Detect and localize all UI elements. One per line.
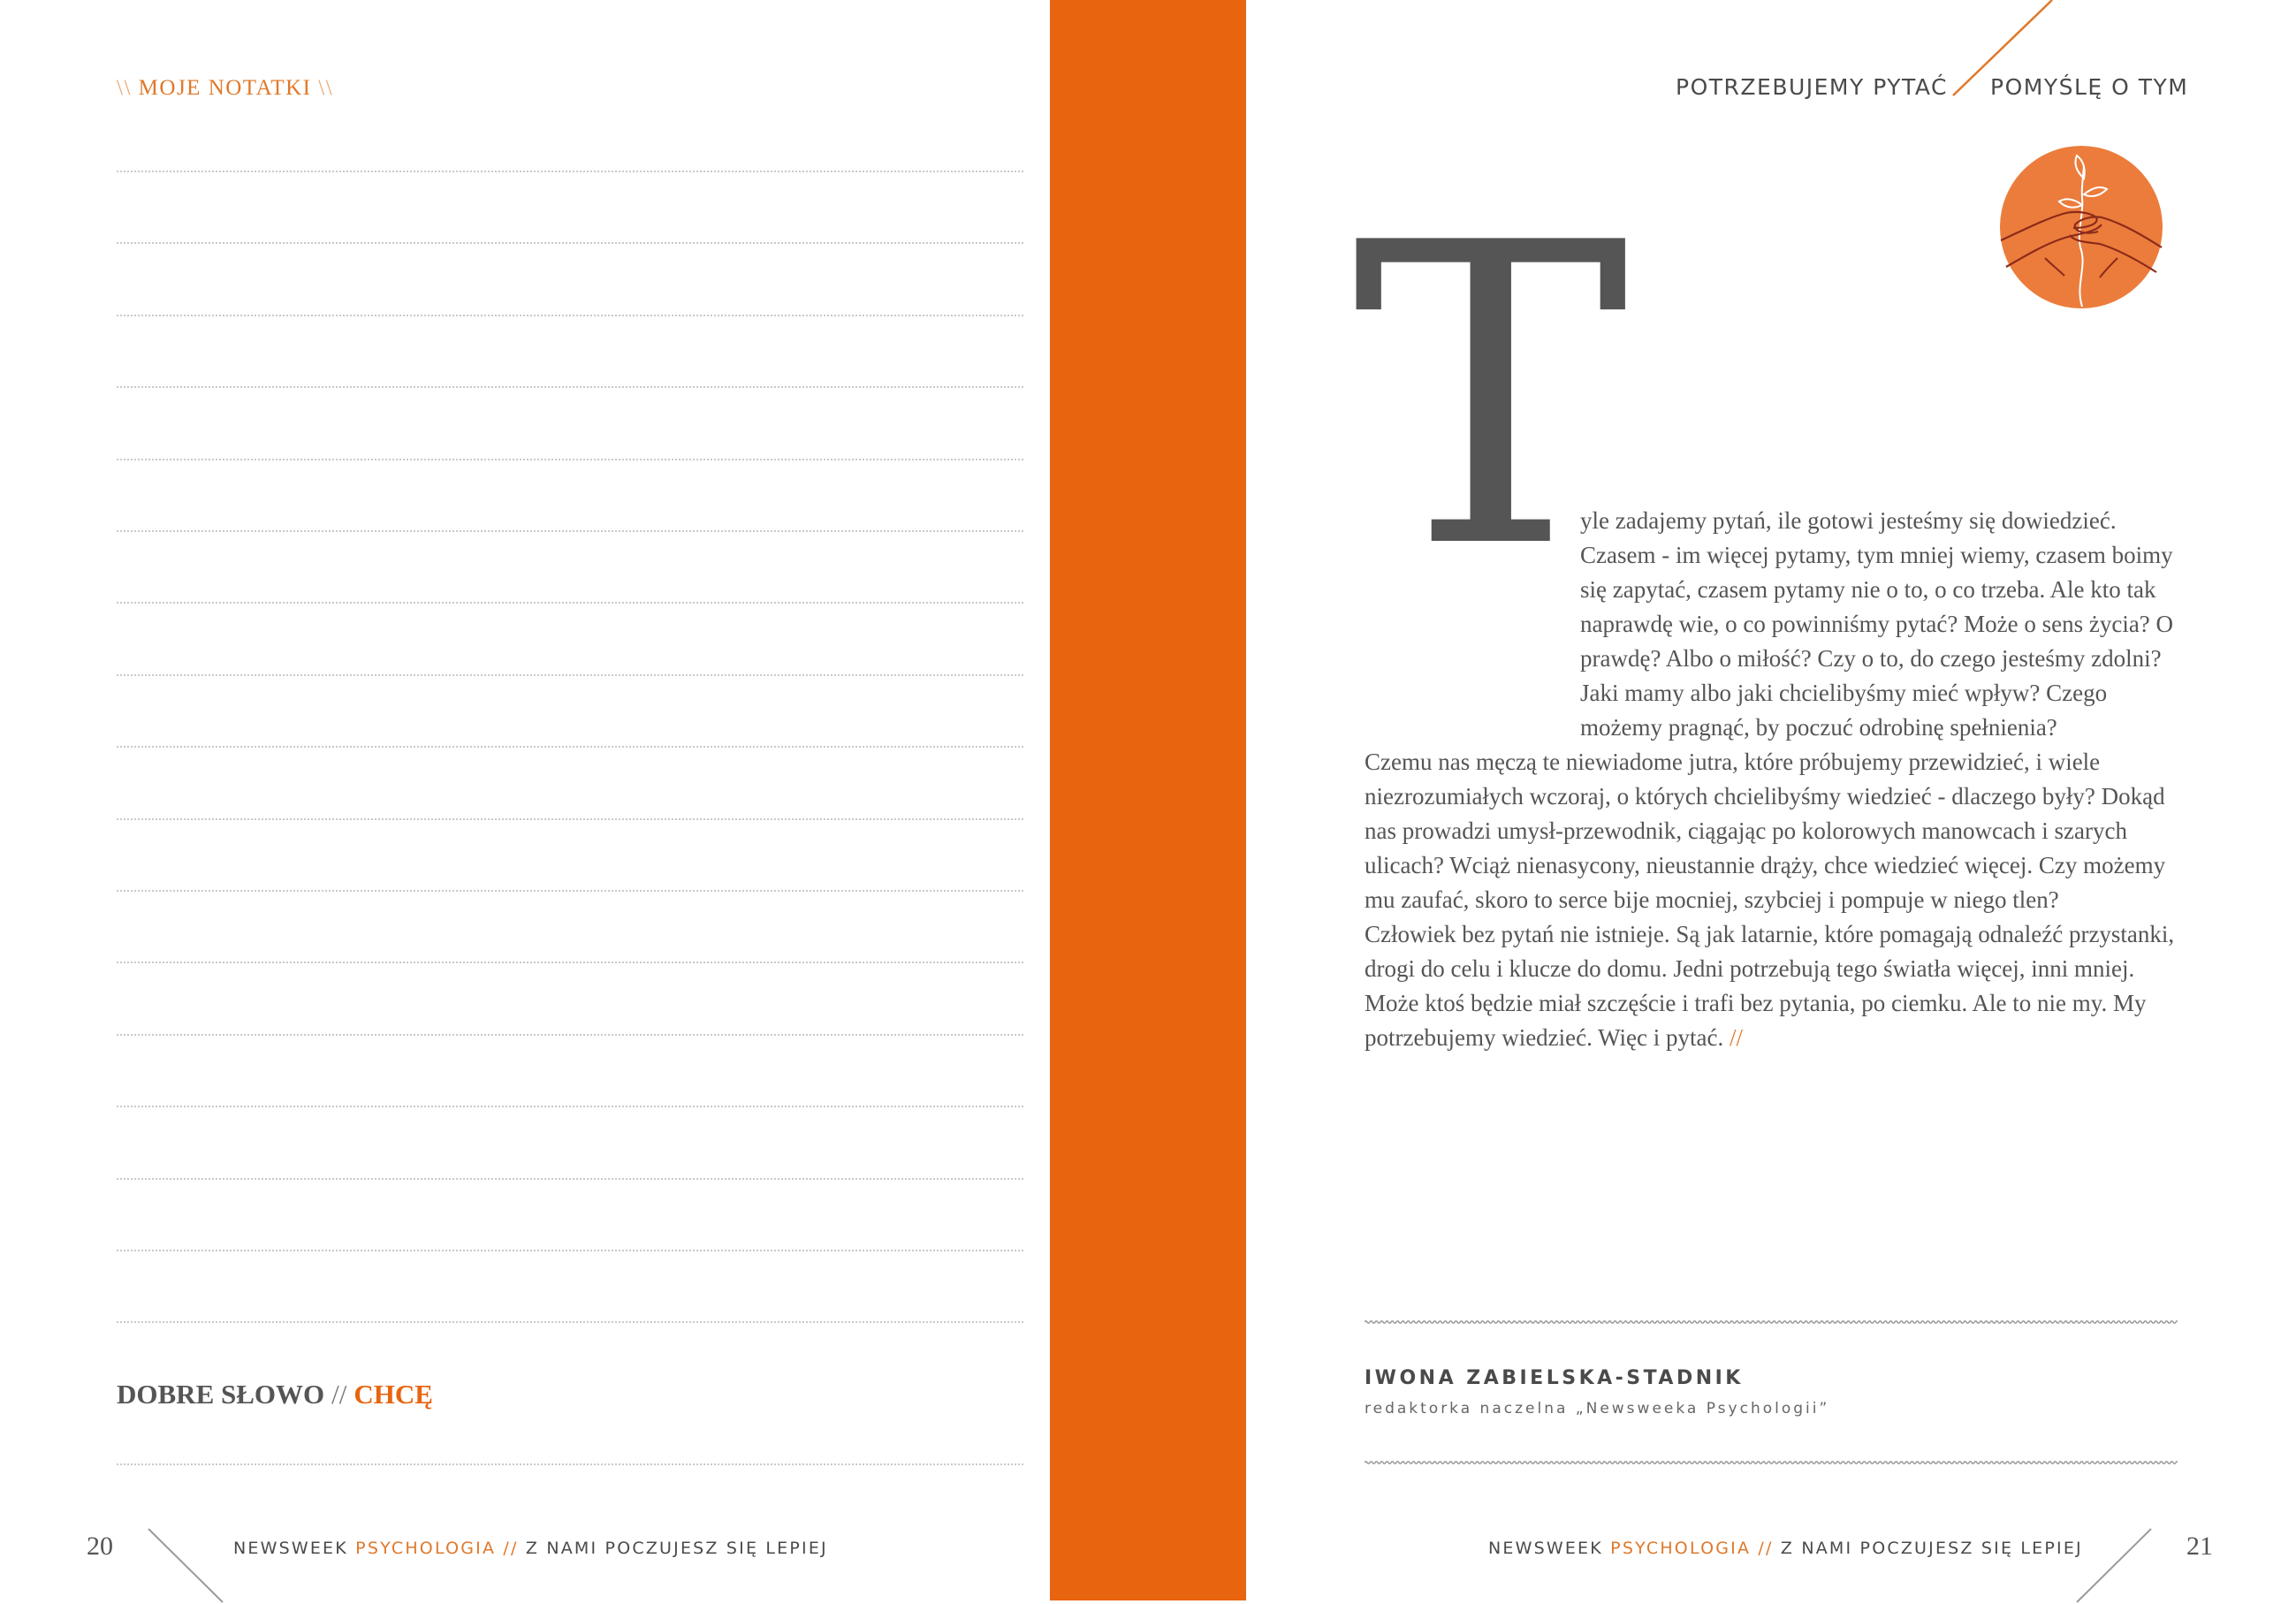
note-line [117, 459, 1023, 460]
note-line [117, 1178, 1023, 1180]
footer-left-tagline: Z NAMI POCZUJESZ SIĘ LEPIEJ [525, 1539, 828, 1558]
editorial-paragraph-3: Człowiek bez pytań nie istnieje. Są jak latarnie, które pomagają odnaleźć przystanki, drogi do celu i klucze do domu. Jedni potrzebują tego światła więcej, inni mniej. Może ktoś będzie miał szczęście i trafi bez pytania, po ciemku. Ale to nie my. My potrzebujemy wiedzieć. Więc i pytać. [1365, 921, 2175, 1051]
page-number-left: 20 [87, 1532, 113, 1561]
notes-lines-area [117, 171, 1023, 1346]
end-mark: // [1730, 1024, 1744, 1051]
footer-right-accent: PSYCHOLOGIA [1610, 1539, 1752, 1558]
editorial-paragraph-1: yle zadajemy pytań, ile gotowi jesteśmy się dowiedzieć. Czasem - im więcej pytamy, tym mniej wiemy, czasem boimy się zapytać, czasem pytamy nie o to, o co trzeba. Ale kto tak naprawdę wie, o co powinniśmy pytać? Może o sens życia? O prawdę? Albo o miłość? Czy o to, do czego jesteśmy zdolni? Jaki mamy albo jaki chcielibyśmy mieć wpływ? Czego możemy pragnąć, by poczuć odrobinę spełnienia? [1580, 507, 2174, 741]
note-line [117, 530, 1023, 532]
footer-left-accent: PSYCHOLOGIA [355, 1539, 497, 1558]
dobre-slowo-separator: // [331, 1379, 347, 1410]
note-line [117, 315, 1023, 316]
notes-title-label: MOJE NOTATKI [138, 76, 312, 100]
hands-holding-plant-icon [1997, 143, 2165, 311]
notes-title-suffix: \\ [318, 76, 334, 100]
note-line [117, 746, 1023, 748]
note-line [117, 1321, 1023, 1323]
note-line [117, 242, 1023, 244]
footer-left-brand: NEWSWEEK [233, 1539, 348, 1558]
page-number-right: 21 [2186, 1532, 2213, 1561]
orange-divider-bar [1050, 0, 1246, 1600]
note-line [117, 1106, 1023, 1107]
author-role: redaktorka naczelna „Newsweeka Psychologii” [1365, 1400, 1830, 1418]
footer-right-separator: // [1758, 1539, 1774, 1558]
note-line [117, 1034, 1023, 1036]
header-section: POTRZEBUJEMY PYTAĆ [1676, 74, 1948, 100]
footer-left [233, 1539, 828, 1558]
note-line [117, 674, 1023, 676]
header-column: POMYŚLĘ O TYM [1990, 74, 2189, 100]
dobre-slowo-label: DOBRE SŁOWO [117, 1379, 325, 1410]
drop-cap-letter: T [1352, 156, 1630, 639]
note-line [117, 386, 1023, 388]
notes-title-prefix: \\ [117, 76, 132, 100]
author-wavy-rule-top [1365, 1319, 2178, 1326]
note-line [117, 171, 1023, 172]
note-line [117, 962, 1023, 963]
note-line [117, 890, 1023, 892]
dobre-slowo-line [117, 1463, 1023, 1465]
note-line [117, 818, 1023, 820]
editorial-paragraph-2: Czemu nas męczą te niewiadome jutra, które próbujemy przewidzieć, i wiele niezrozumiałych wczoraj, o których chcielibyśmy wiedzieć - dlaczego były? Dokąd nas prowadzi umysł-przewodnik, ciągając po kolorowych manowcach i szarych ulicach? Wciąż nienasycony, nieustannie drąży, chce wiedzieć więcej. Czy możemy mu zaufać, skoro to serce bije mocniej, szybciej i pompuje w niego tlen? [1365, 749, 2166, 913]
editorial-body [1365, 504, 2178, 1055]
footer-left-separator: // [503, 1539, 519, 1558]
footer-right-brand: NEWSWEEK [1488, 1539, 1603, 1558]
dobre-slowo-accent: CHCĘ [354, 1379, 433, 1410]
author-wavy-rule-bottom [1365, 1459, 2178, 1466]
author-name: IWONA ZABIELSKA-STADNIK [1365, 1367, 1744, 1389]
note-line [117, 602, 1023, 604]
footer-right-tagline: Z NAMI POCZUJESZ SIĘ LEPIEJ [1780, 1539, 2083, 1558]
note-line [117, 1250, 1023, 1251]
corner-line-left [141, 1524, 230, 1604]
corner-line-right [2070, 1524, 2158, 1604]
footer-right [1488, 1539, 2083, 1558]
dobre-slowo-heading [117, 1379, 433, 1410]
notes-title [117, 76, 333, 101]
